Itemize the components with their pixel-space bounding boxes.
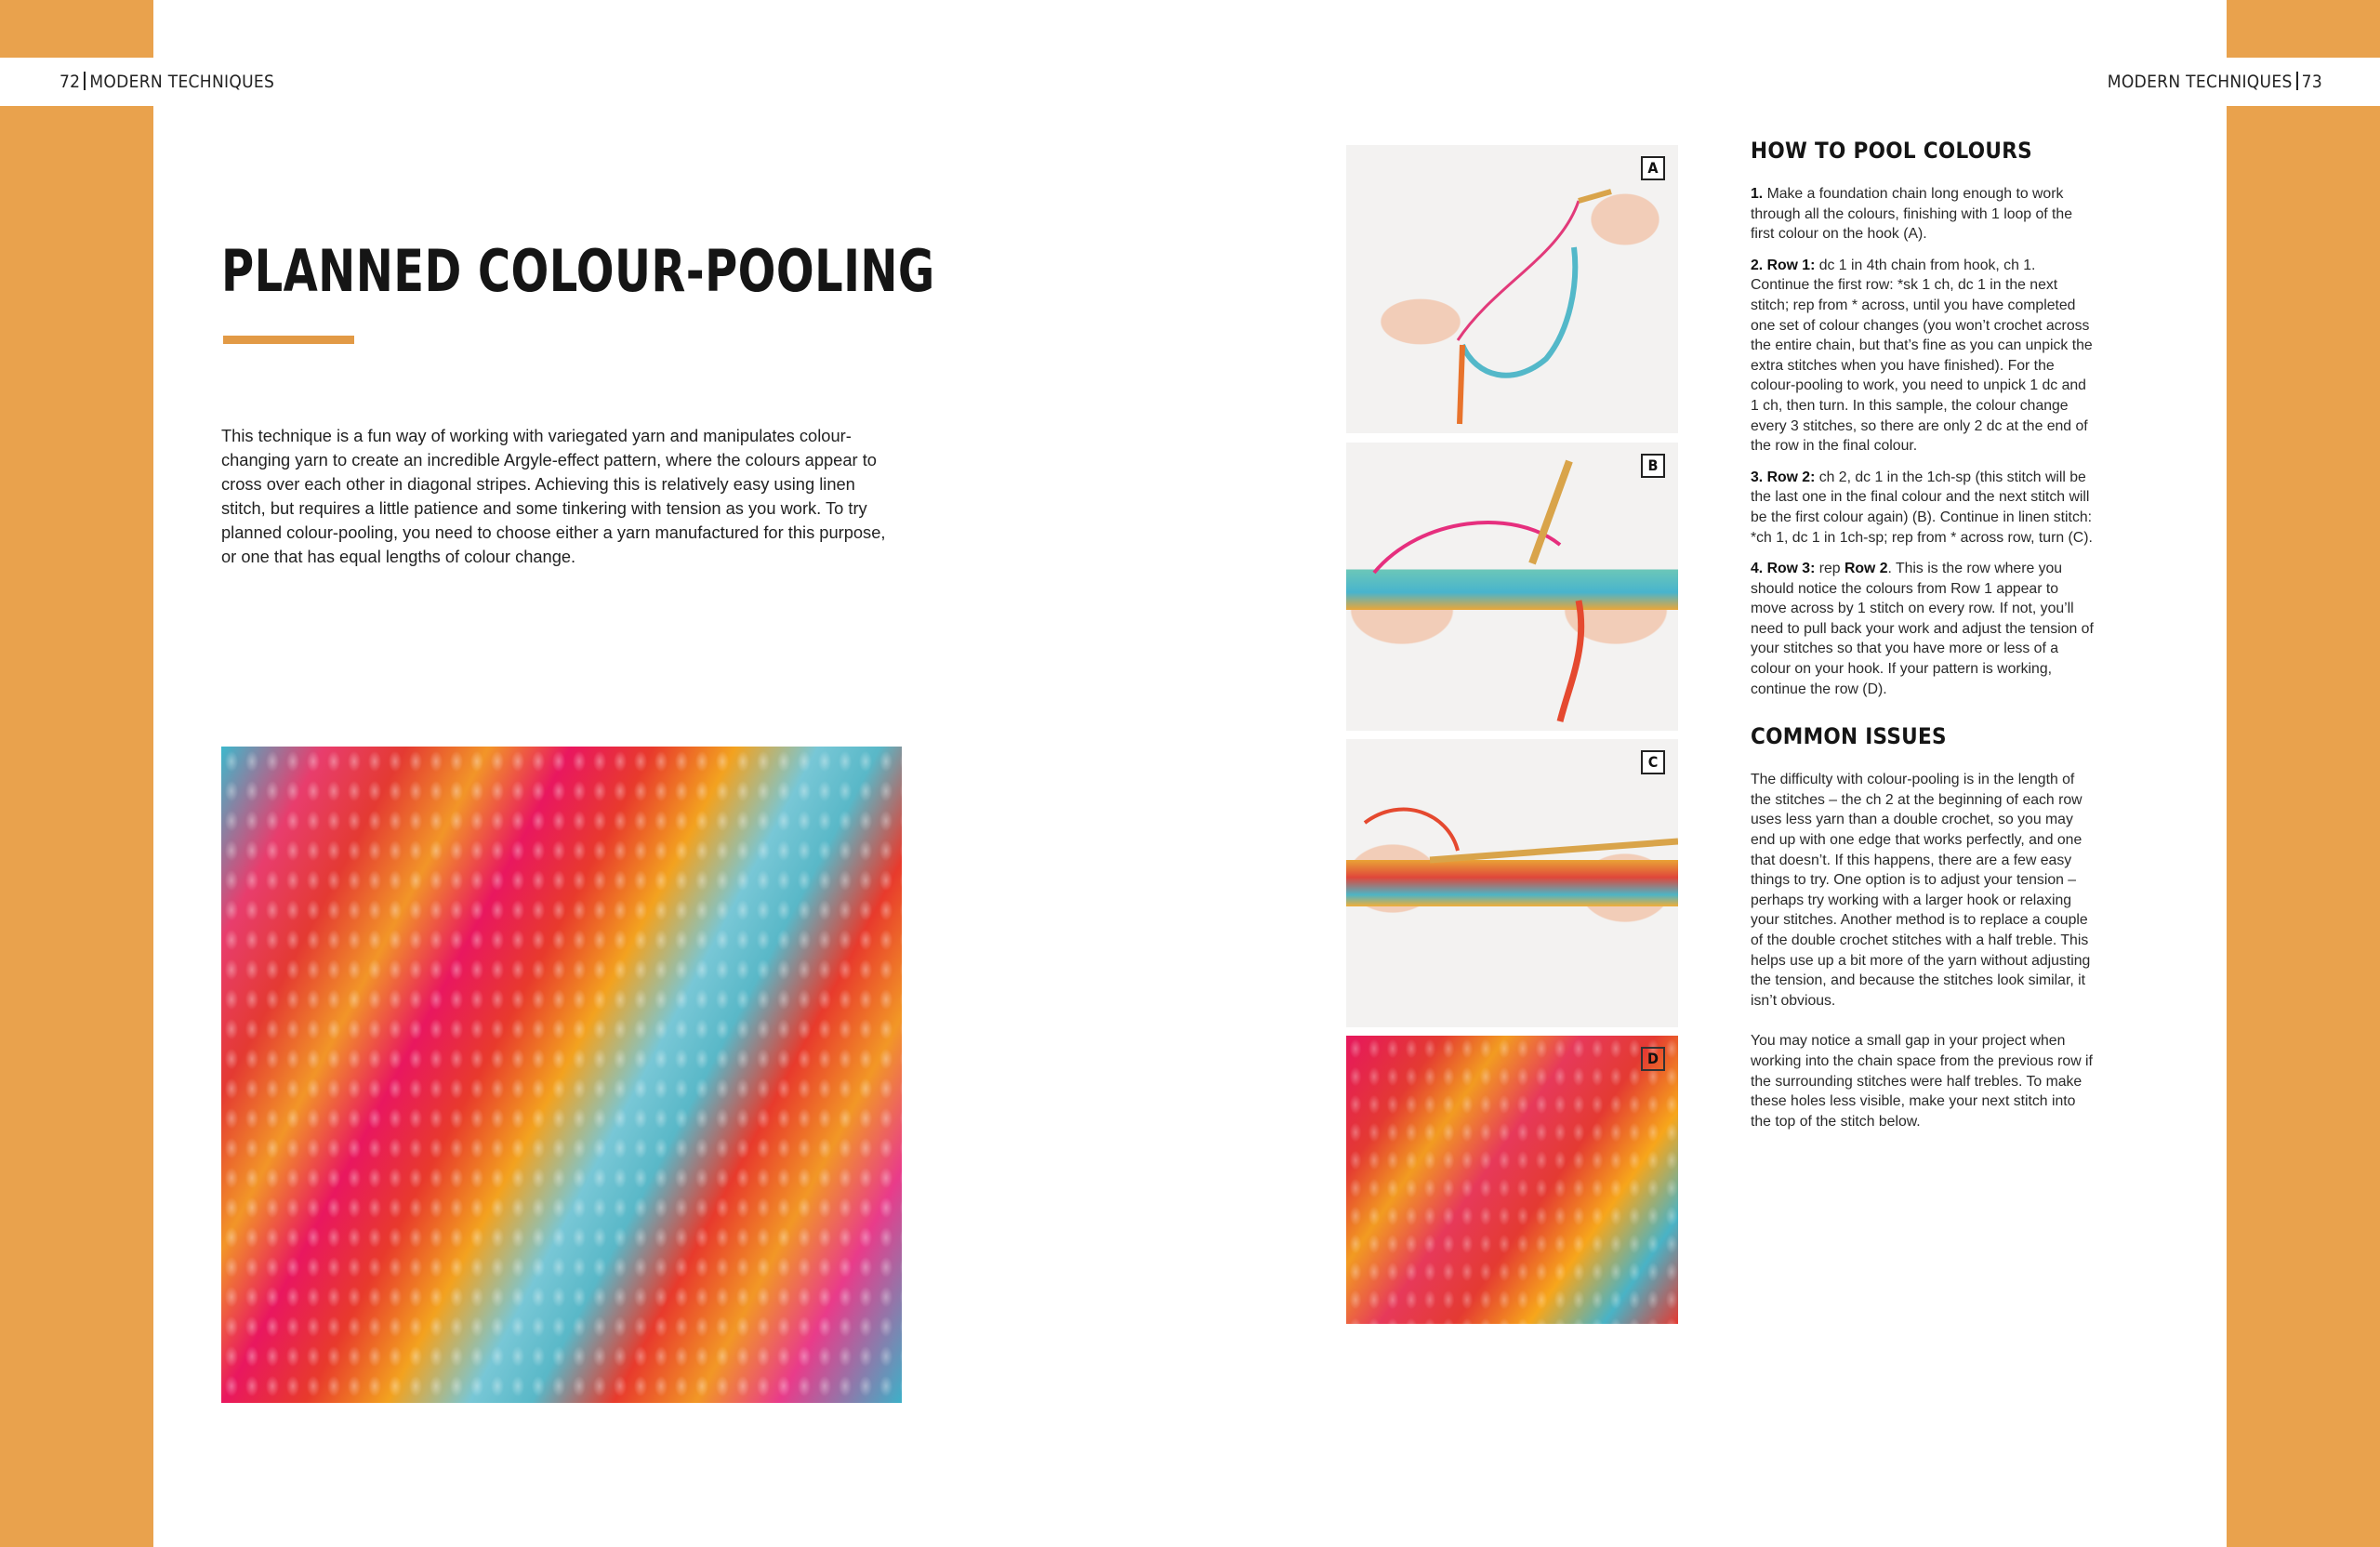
common-issues-paragraph-1: The difficulty with colour-pooling is in the length of the stitches – the ch 2 at the beginning of each row uses less yarn than a double crochet, so you may end up with one edge that works perfectly, and one that doesn’t. If this happens, there are a few easy things to try. One option is to adjust your tension – perhaps try working with a larger hook or relaxing your stitches. Another method is to replace a couple of the double crochet stitches with a half treble. This helps use up a bit more of the yarn without adjusting the tension, and because the stitches look similar, it isn’t obvious.: [1751, 772, 2091, 1009]
right-folio: [2108, 58, 2322, 106]
step-2: [1751, 256, 2097, 456]
step-photo-c: [1346, 739, 1678, 1027]
step-1: [1751, 184, 2097, 245]
step-label-d: D: [1641, 1047, 1665, 1071]
page-title: PLANNED COLOUR-POOLING: [221, 237, 935, 305]
step-4: [1751, 559, 2097, 699]
step-1-text: Make a foundation chain long enough to work through all the colours, finishing with 1 loop of the first colour on the hook (A).: [1751, 186, 2072, 243]
title-underline: [223, 336, 354, 344]
step-photo-d: [1346, 1036, 1678, 1324]
step-3-lead: 3. Row 2:: [1751, 469, 1816, 485]
instructions-column: [1751, 138, 2097, 1152]
main-swatch-photo: [221, 747, 902, 1403]
step-2-lead: 2. Row 1:: [1751, 257, 1816, 273]
step-3: [1751, 468, 2097, 548]
right-page-number: 73: [2301, 72, 2322, 92]
common-issues-heading: COMMON ISSUES: [1751, 723, 1947, 750]
step-4-lead: 4. Row 3:: [1751, 561, 1816, 577]
left-folio: [60, 58, 274, 106]
folio-separator: [84, 72, 86, 90]
step-2-text: dc 1 in 4th chain from hook, ch 1. Continue the first row: *sk 1 ch, dc 1 in the next stitch; rep from * across, until you have completed one set of colour changes (you won’t crochet across the entire chain, but that’s fine as you can unpick the extra stitches when you have finished). For the colour-pooling to work, you need to unpick 1 dc and 1 ch, then turn. In this sample, the colour change every 3 stitches, so there are only 2 dc at the end of the row in the final colour.: [1751, 257, 2093, 455]
step-label-b: B: [1641, 454, 1665, 478]
step-4-text-pre: rep: [1818, 561, 1841, 577]
step-3-text: ch 2, dc 1 in the 1ch-sp (this stitch will be the last one in the final colour and the next stitch will be the first colour again) (B). Continue in linen stitch: *ch 1, dc 1 in 1ch-sp; rep from * across row, turn (C).: [1751, 469, 2093, 546]
common-issues-paragraph-2: You may notice a small gap in your project when working into the chain space from the previous row if the surrounding stitches were half trebles. To make these holes less visible, make your next stitch into the top of the stitch below.: [1751, 1033, 2093, 1130]
step-label-a: A: [1641, 156, 1665, 180]
left-section-label: MODERN TECHNIQUES: [89, 72, 275, 92]
right-side-band: [2227, 0, 2380, 1547]
intro-paragraph: This technique is a fun way of working with variegated yarn and manipulates colour-changing yarn to create an incredible Argyle-effect pattern, where the colours appear to cross over each other in diagonal stripes. Achieving this is relatively easy using linen stitch, but requires a little patience and some tinkering with tension as you work. To try planned colour-pooling, you need to choose either a yarn manufactured for this purpose, or one that has equal lengths of colour change.: [221, 426, 886, 566]
step-1-lead: 1.: [1751, 186, 1764, 202]
left-side-band: [0, 0, 153, 1547]
how-to-heading: HOW TO POOL COLOURS: [1751, 138, 2033, 164]
step-4-text: . This is the row where you should notice the colours from Row 1 appear to move across by 1 stitch on every row. If not, you’ll need to pull back your work and adjust the tension of your stitches so that you have more or less of a colour on your hook. If your pattern is working, continue the row (D).: [1751, 561, 2094, 697]
yarn-illustration: [1346, 443, 1678, 731]
step-label-c: C: [1641, 750, 1665, 774]
right-section-label: MODERN TECHNIQUES: [2107, 72, 2293, 92]
left-page-number: 72: [60, 72, 81, 92]
step-4-text-bold: Row 2: [1844, 561, 1888, 577]
yarn-illustration: [1346, 145, 1678, 433]
folio-separator: [2296, 72, 2298, 90]
yarn-illustration: [1346, 739, 1678, 1027]
step-photo-b: [1346, 443, 1678, 731]
step-photo-a: [1346, 145, 1678, 433]
